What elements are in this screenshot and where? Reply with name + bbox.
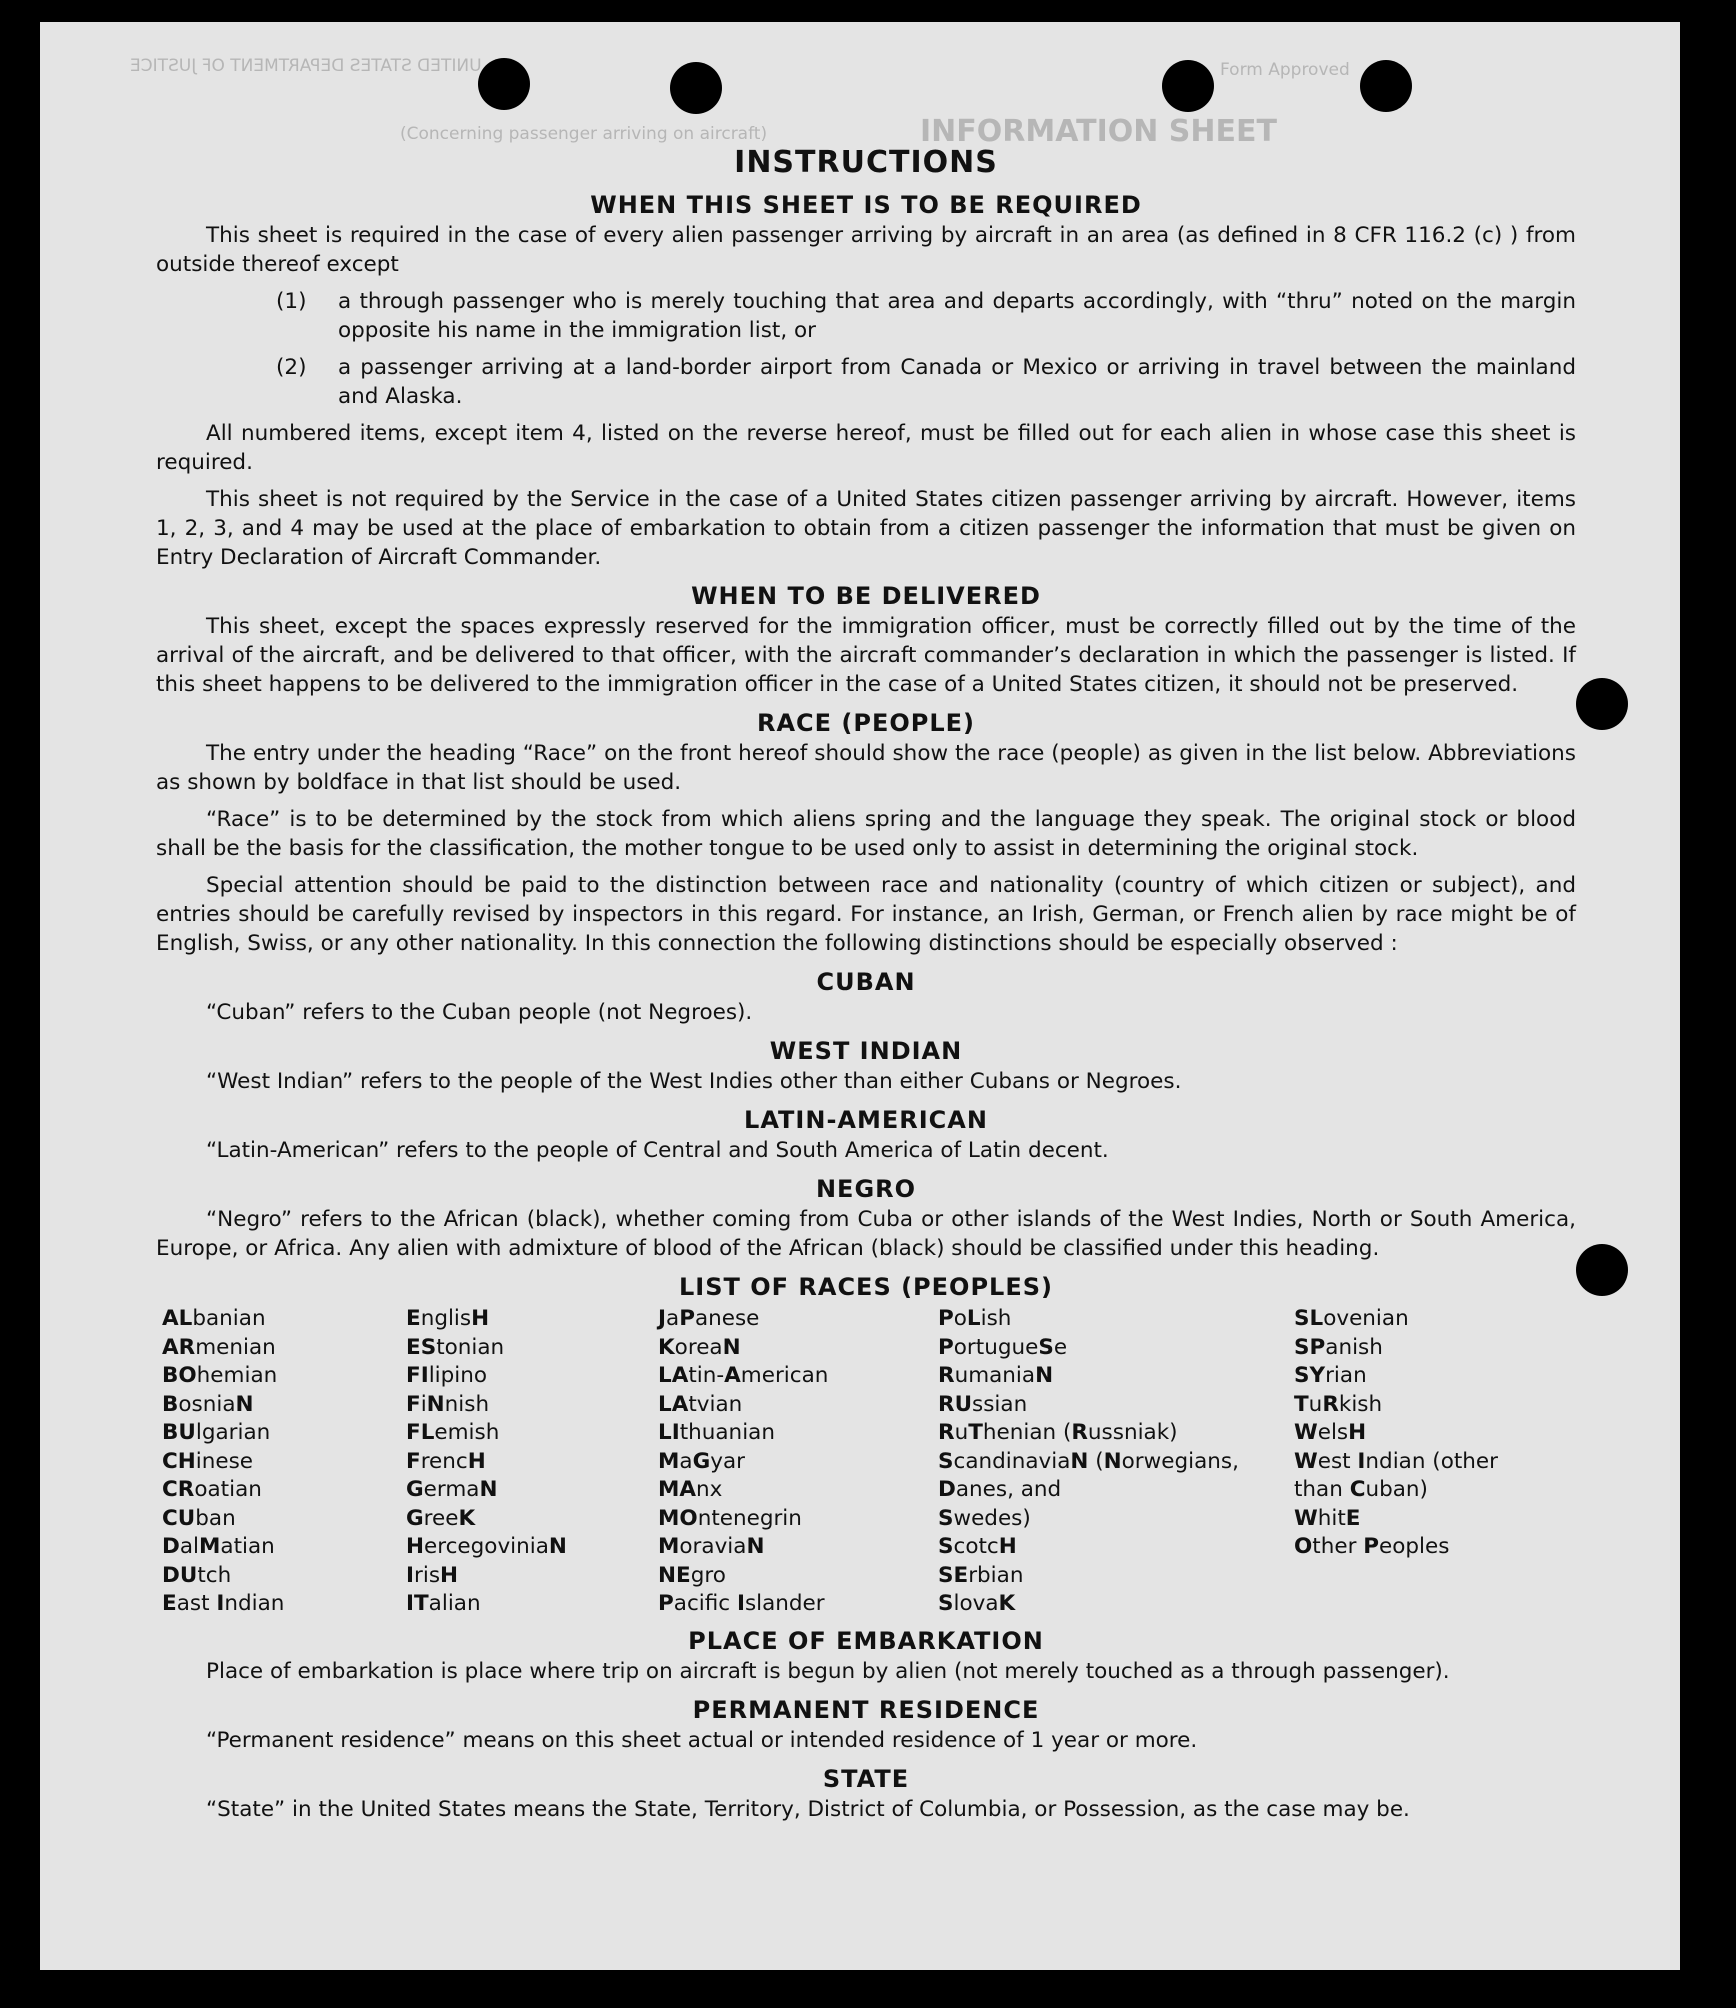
races-column	[938, 1305, 1294, 1619]
race-entry: ARmenian	[162, 1334, 276, 1360]
paragraph: “Negro” refers to the African (black), whether coming from Cuba or other islands of the West Indies, North or South America, Europe, or Africa. Any alien with admixture of blood of the African (black) should be classified under this heading.	[156, 1207, 1576, 1261]
punch-hole	[1360, 60, 1412, 112]
race-entry: RumaniaN	[938, 1363, 1054, 1388]
race-entry: MOntenegrin	[658, 1505, 802, 1531]
race-entry: RUssian	[938, 1391, 1028, 1417]
race-entry: CRoatian	[162, 1477, 262, 1502]
race-entry: SYrian	[1294, 1363, 1367, 1388]
section-heading: WHEN THIS SHEET IS TO BE REQUIRED	[590, 191, 1142, 219]
section-heading: STATE	[822, 1764, 910, 1793]
paragraph: “Race” is to be determined by the stock from which aliens spring and the language they speak. The original stock or blood shall be the basis for the classification, the mother tongue to be used only to assist in determining the original stock.	[156, 807, 1576, 861]
bleed-through-text: (Concerning passenger arriving on aircraft)	[400, 124, 768, 144]
race-entry: SPanish	[1294, 1334, 1383, 1360]
page-title: INSTRUCTIONS	[734, 145, 998, 180]
race-entry: MaGyar	[658, 1448, 745, 1474]
race-entry: NEgro	[658, 1562, 726, 1588]
races-list	[162, 1305, 1576, 1619]
races-column	[162, 1305, 406, 1619]
race-entry: ScandinaviaN (Norwegians,	[938, 1448, 1239, 1474]
races-column	[658, 1305, 938, 1619]
section-heading: RACE (PEOPLE)	[756, 709, 976, 737]
race-entry: LAtin-American	[658, 1363, 829, 1388]
race-entry: FIlipino	[406, 1363, 488, 1388]
paragraph: “Permanent residence” means on this sheet actual or intended residence of 1 year or more.	[206, 1727, 1198, 1753]
race-entry: SLovenian	[1294, 1306, 1409, 1331]
item-text: a through passenger who is merely touching that area and departs accordingly, with “thru” noted on the margin opposite his name in the immigration list, or	[338, 289, 1576, 343]
race-entry: WelsH	[1294, 1420, 1367, 1445]
race-entry: DalMatian	[162, 1534, 275, 1559]
race-entry: SErbian	[938, 1562, 1024, 1588]
paragraph: “Latin-American” refers to the people of Central and South America of Latin decent.	[206, 1138, 1109, 1163]
race-entry: DUtch	[162, 1562, 232, 1588]
paragraph: All numbered items, except item 4, listed on the reverse hereof, must be filled out for each alien in whose case this sheet is required.	[156, 421, 1576, 475]
paragraph: Place of embarkation is place where trip on aircraft is begun by alien (not merely touched as a through passenger).	[206, 1658, 1450, 1684]
race-entry: PortugueSe	[938, 1334, 1068, 1360]
paragraph: This sheet is required in the case of every alien passenger arriving by aircraft in an area (as defined in 8 CFR 116.2 (c) ) from outside thereof except	[156, 223, 1576, 277]
bleed-through-text: INFORMATION SHEET	[920, 114, 1277, 149]
section-heading: PLACE OF EMBARKATION	[688, 1626, 1044, 1655]
race-entry: IrisH	[406, 1562, 459, 1588]
bleed-through-text: UNITED STATES DEPARTMENT OF JUSTICE	[130, 56, 482, 76]
race-entry: West Indian (other	[1294, 1448, 1498, 1474]
section-heading: LATIN-AMERICAN	[744, 1106, 988, 1134]
race-entry: ALbanian	[162, 1306, 266, 1331]
punch-hole	[670, 62, 722, 114]
race-entry: LIthuanian	[658, 1420, 775, 1445]
race-entry: RuThenian (Russniak)	[938, 1420, 1178, 1445]
race-entry: MAnx	[658, 1477, 723, 1502]
paragraph: “West Indian” refers to the people of the West Indies other than either Cubans or Negroes.	[206, 1069, 1182, 1094]
race-entry: JaPanese	[658, 1306, 760, 1331]
races-column	[1294, 1305, 1564, 1619]
section-heading: PERMANENT RESIDENCE	[692, 1695, 1040, 1724]
item-number: (1)	[276, 289, 307, 314]
paragraph: This sheet, except the spaces expressly reserved for the immigration officer, must be correctly filled out by the time of the arrival of the aircraft, and be delivered to that officer, with the aircraft commander’s declaration in which the passenger is listed. If this sheet happens to be delivered to the immigration officer in the case of a United States citizen, it should not be preserved.	[156, 614, 1576, 697]
list-item	[276, 287, 1576, 345]
paragraph: Special attention should be paid to the distinction between race and nationality (country of which citizen or subject), and entries should be carefully revised by inspectors in this regard. For instance, an Irish, German, or French alien by race might be of English, Swiss, or any other nationality. In this connection the following distinctions should be especially observed :	[156, 873, 1576, 956]
race-entry: Other Peoples	[1294, 1534, 1450, 1559]
list-item	[276, 353, 1576, 411]
race-entry: FiNnish	[406, 1391, 490, 1417]
race-entry: Swedes)	[938, 1505, 1031, 1531]
punch-hole	[1576, 678, 1628, 730]
race-entry: MoraviaN	[658, 1534, 765, 1559]
race-entry: HercegoviniaN	[406, 1534, 567, 1559]
section-heading: WEST INDIAN	[769, 1037, 963, 1065]
race-entry: BosniaN	[162, 1391, 254, 1417]
paragraph: This sheet is not required by the Service in the case of a United States citizen passenger arriving by aircraft. However, items 1, 2, 3, and 4 may be used at the place of embarkation to obtain from a citizen passenger the information that must be given on Entry Declaration of Aircraft Commander.	[156, 487, 1576, 570]
instructions-content	[156, 145, 1576, 1832]
race-entry: ScotcH	[938, 1534, 1017, 1559]
race-entry: than Cuban)	[1294, 1477, 1428, 1502]
paragraph: “Cuban” refers to the Cuban people (not Negroes).	[206, 1000, 753, 1025]
race-entry: KoreaN	[658, 1334, 741, 1360]
item-number: (2)	[276, 355, 307, 380]
item-text: a passenger arriving at a land-border airport from Canada or Mexico or arriving in travel between the mainland and Alaska.	[338, 355, 1576, 409]
race-entry: East Indian	[162, 1591, 285, 1616]
punch-hole	[1576, 1244, 1628, 1296]
race-entry: BUlgarian	[162, 1420, 271, 1445]
race-entry: FLemish	[406, 1420, 500, 1445]
race-entry: Pacific Islander	[658, 1591, 825, 1616]
race-entry: CHinese	[162, 1448, 254, 1474]
punch-hole	[1162, 60, 1214, 112]
race-entry: EStonian	[406, 1334, 505, 1360]
paragraph: “State” in the United States means the State, Territory, District of Columbia, or Possession, as the case may be.	[206, 1796, 1410, 1822]
section-heading: WHEN TO BE DELIVERED	[691, 582, 1041, 610]
race-entry: CUban	[162, 1505, 236, 1531]
race-entry: WhitE	[1294, 1505, 1361, 1531]
punch-hole	[478, 58, 530, 110]
race-entry: LAtvian	[658, 1391, 743, 1417]
race-entry: FrencH	[406, 1448, 486, 1474]
race-entry: GermaN	[406, 1477, 498, 1502]
section-heading: CUBAN	[816, 968, 916, 996]
race-entry: BOhemian	[162, 1363, 278, 1388]
race-entry: Danes, and	[938, 1477, 1062, 1502]
race-entry: TuRkish	[1294, 1391, 1383, 1417]
races-column	[406, 1305, 658, 1619]
section-heading: LIST OF RACES (PEOPLES)	[679, 1273, 1053, 1301]
race-entry: GreeK	[406, 1505, 476, 1531]
race-entry: ITalian	[406, 1591, 481, 1616]
paragraph: The entry under the heading “Race” on the front hereof should show the race (people) as given in the list below. Abbreviations as shown by boldface in that list should be used.	[156, 741, 1576, 795]
race-entry: SlovaK	[938, 1591, 1016, 1616]
bleed-through-text: Form Approved	[1220, 60, 1350, 80]
race-entry: EnglisH	[406, 1306, 490, 1331]
race-entry: PoLish	[938, 1306, 1012, 1331]
section-heading: NEGRO	[815, 1175, 917, 1203]
